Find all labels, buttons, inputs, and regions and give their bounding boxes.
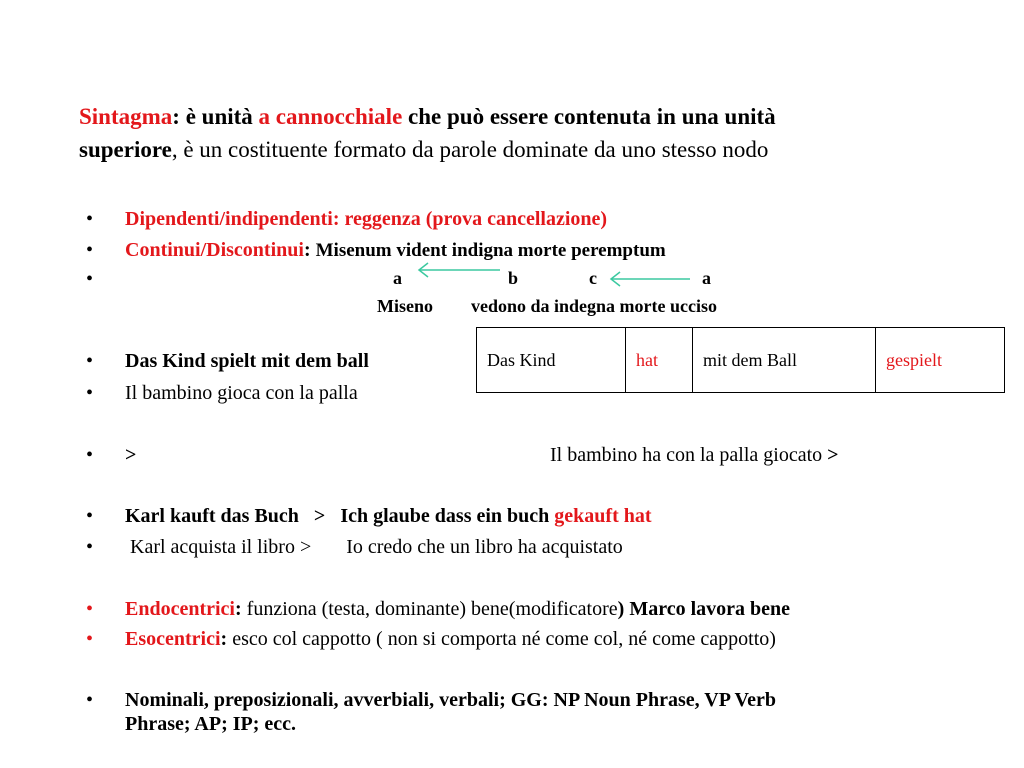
- continui-label: Continui/Discontinui: [125, 239, 304, 261]
- gloss-rest: vedono da indegna morte ucciso: [471, 296, 718, 316]
- bullet-marker: •: [86, 350, 94, 372]
- annotation-c: c: [589, 268, 597, 288]
- bullet-marker: •: [86, 536, 94, 558]
- item-bambino: Il bambino gioca con la palla: [125, 382, 358, 404]
- table-row: [477, 328, 1005, 393]
- arrow-left-icon: [419, 263, 500, 277]
- endo-label: Endocentrici: [125, 598, 235, 620]
- title-definition: , è un costituente formato da parole dominate da uno stesso nodo: [171, 137, 769, 162]
- endo-colon: :: [235, 598, 242, 620]
- table-cell-gespielt: gespielt: [876, 328, 1005, 393]
- continui-colon: :: [303, 239, 311, 261]
- title-cannocchiale: a cannocchiale: [258, 104, 403, 129]
- item-karl-italian: Karl acquista il libro > Io credo che un libro ha acquistato: [125, 536, 623, 558]
- endo-example: Marco lavora bene: [624, 598, 791, 620]
- annotation-a1: a: [393, 268, 402, 288]
- annotation-a2: a: [702, 268, 711, 288]
- item-continui: [125, 238, 666, 263]
- item-dipendenti: Dipendenti/indipendenti: reggenza (prova cancellazione): [125, 208, 608, 230]
- eso-label: Esocentrici: [125, 628, 221, 650]
- word-order-table: [476, 327, 1005, 393]
- item-endocentrici: [125, 597, 790, 621]
- bullet-marker: •: [86, 444, 94, 466]
- table-cell-das-kind: Das Kind: [477, 328, 626, 393]
- item-esocentrici: [125, 627, 776, 651]
- item-gt: >: [125, 444, 137, 466]
- item-bambino-ha: [550, 443, 839, 467]
- title-text: : è unità: [172, 104, 259, 129]
- bullet-marker: •: [86, 268, 94, 290]
- eso-text: esco col cappotto ( non si comporta né come col, né come cappotto): [227, 628, 776, 650]
- endo-text: funziona (testa, dominante) bene(modificatore: [241, 598, 618, 620]
- table-cell-mit-dem-ball: mit dem Ball: [693, 328, 876, 393]
- eso-colon: :: [220, 628, 228, 650]
- arrow-left-icon: [611, 272, 690, 286]
- continui-example: Misenum vident indigna morte peremptum: [315, 240, 666, 261]
- table-cell-hat: hat: [626, 328, 693, 393]
- bullet-marker: •: [86, 598, 94, 620]
- bullet-marker: •: [86, 689, 94, 711]
- gloss-miseno: Miseno: [377, 296, 433, 316]
- bullet-marker: •: [86, 239, 94, 261]
- karl-german: Karl kauft das Buch > Ich glaube dass ein buch: [125, 505, 555, 527]
- karl-gekauft-hat: gekauft hat: [554, 505, 652, 527]
- bambino-ha-gt: >: [827, 444, 839, 466]
- bullet-marker: •: [86, 628, 94, 650]
- annotation-b: b: [508, 268, 519, 288]
- bambino-ha-text: Il bambino ha con la palla giocato: [550, 444, 823, 466]
- title-sintagma: Sintagma: [79, 104, 173, 129]
- title-superiore: superiore: [79, 137, 172, 162]
- item-das-kind: Das Kind spielt mit dem ball: [125, 350, 369, 372]
- bullet-marker: •: [86, 208, 94, 230]
- slide-title: [79, 100, 999, 166]
- title-text: che può essere contenuta in una unità: [402, 104, 776, 129]
- bullet-marker: •: [86, 382, 94, 404]
- endo-paren: ): [617, 598, 625, 620]
- item-nominali-line1: Nominali, preposizionali, avverbiali, verbali; GG: NP Noun Phrase, VP Verb: [125, 689, 776, 711]
- bullet-marker: •: [86, 505, 94, 527]
- item-karl: [125, 504, 652, 528]
- item-nominali-line2: Phrase; AP; IP; ecc.: [125, 713, 297, 735]
